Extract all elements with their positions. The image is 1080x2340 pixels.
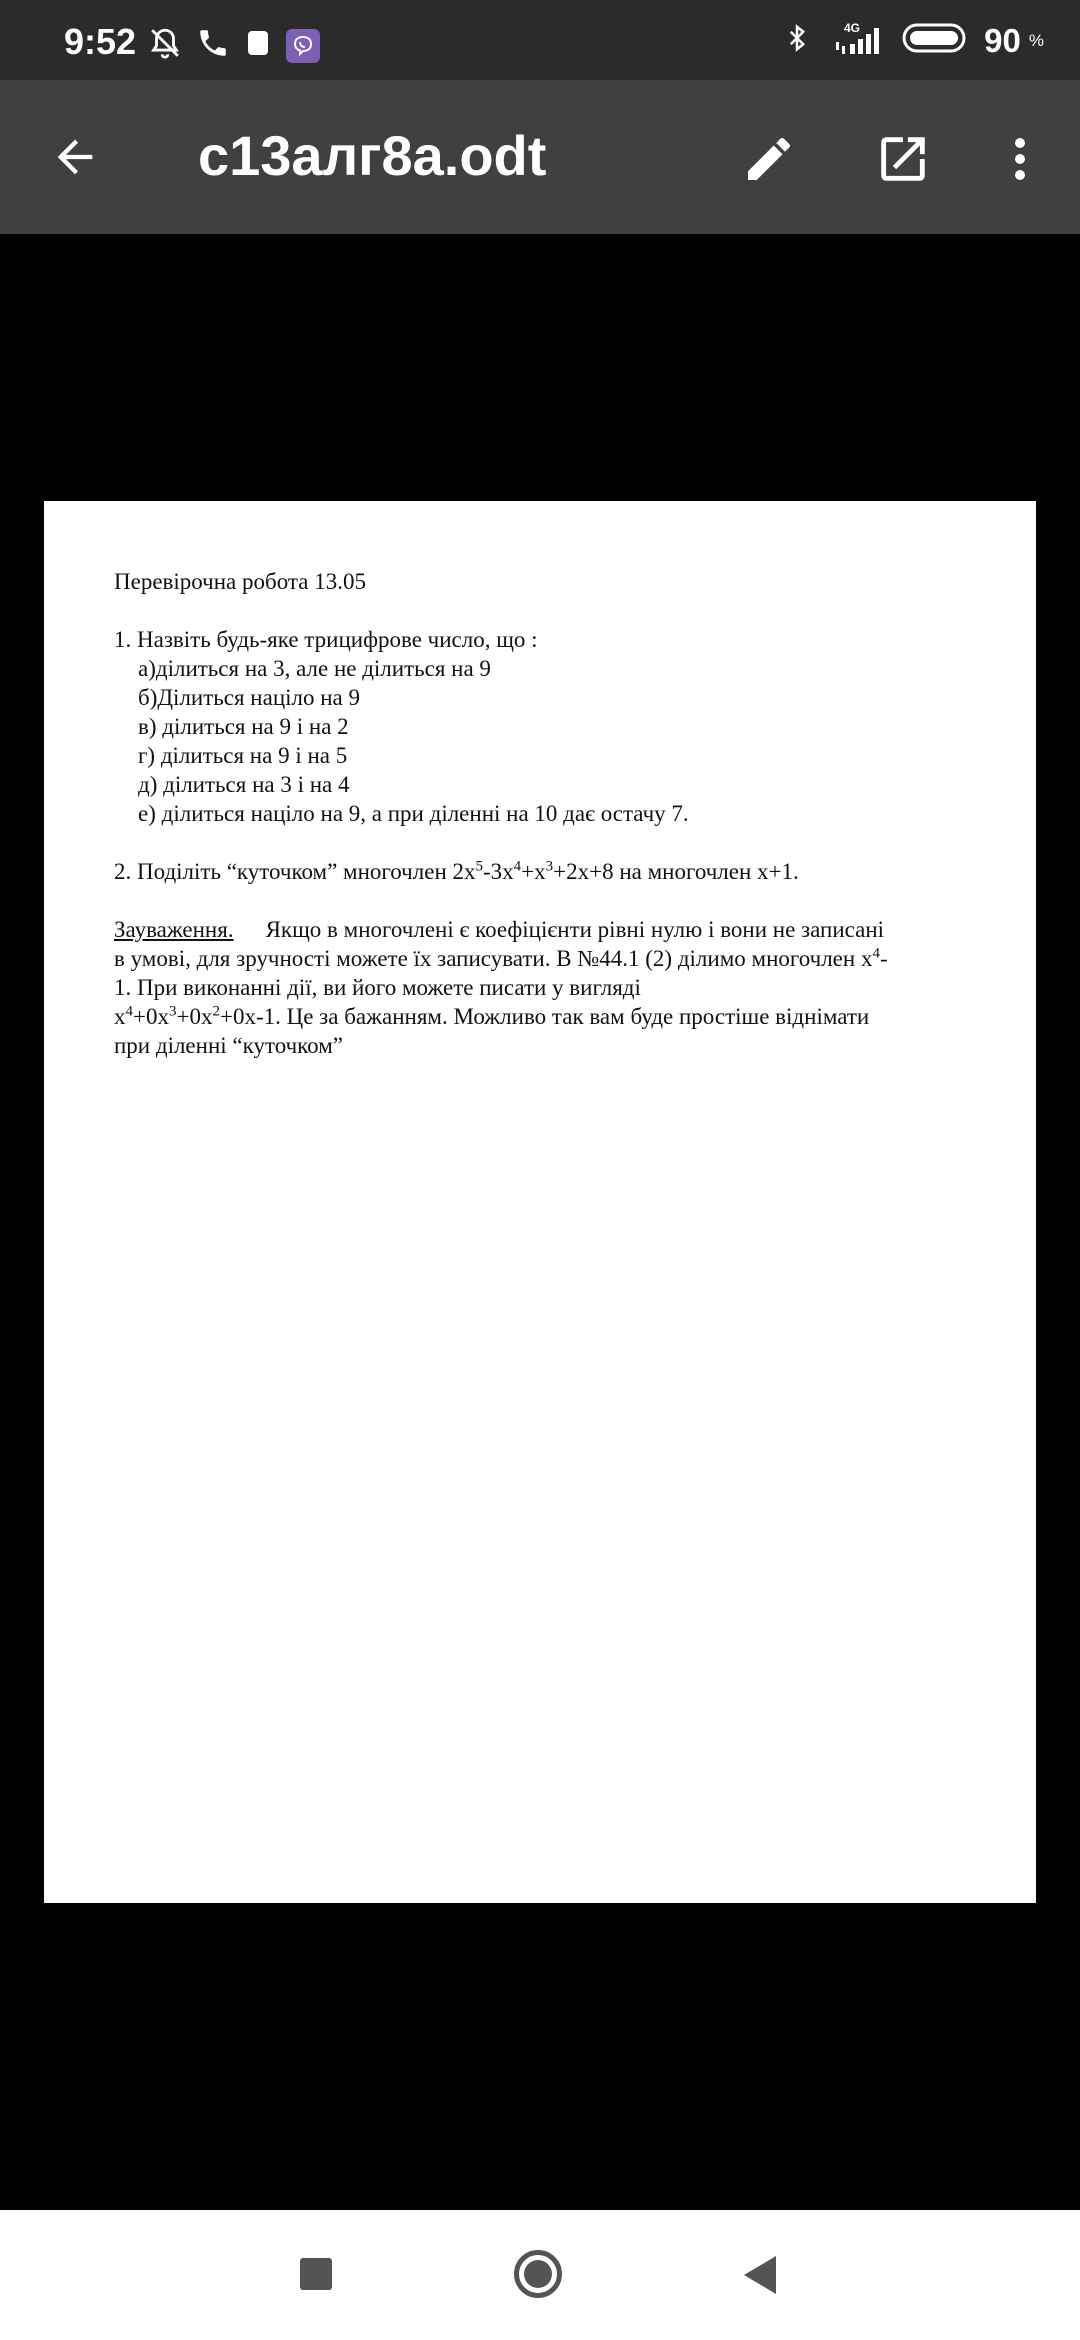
home-circle-icon — [524, 2260, 552, 2288]
question-1-item: д) ділиться на 3 і на 4 — [138, 772, 350, 797]
pencil-icon — [741, 131, 797, 187]
phone-icon — [196, 26, 230, 65]
status-bar — [0, 0, 1080, 80]
document-page[interactable] — [44, 501, 1036, 1903]
signal-icon — [826, 20, 888, 61]
document-viewer[interactable] — [0, 234, 1080, 2210]
app-toolbar — [0, 80, 1080, 234]
battery-icon — [902, 22, 970, 59]
open-in-new-icon — [874, 130, 932, 188]
page-content — [114, 567, 974, 1060]
status-system-icons — [782, 20, 1044, 61]
more-options-button[interactable] — [1000, 128, 1040, 190]
note-label: Зауваження. — [114, 917, 234, 942]
status-time: 9:52 — [64, 21, 137, 62]
recents-button[interactable] — [300, 2258, 332, 2290]
square-notification-icon — [244, 28, 272, 63]
home-button[interactable] — [514, 2250, 562, 2298]
document-title: c13алг8a.odt — [198, 124, 547, 187]
bluetooth-icon — [782, 20, 812, 61]
note-line-2: в умові, для зручності можете їх записувати. В №44.1 (2) ділимо многочлен $x^4-$ — [114, 945, 888, 971]
question-2: 2. Поділіть “куточком” многочлен $2x^5-3x^4+x^3+2x+8$ на многочлен x+1. — [114, 858, 799, 884]
note-line-3: 1. При виконанні дії, ви його можете писати у вигляді — [114, 975, 641, 1000]
status-notification-icons — [148, 26, 320, 65]
note-line-4: $x^4+0x^3+0x^2+0x-1$. Це за бажанням. Можливо так вам буде простіше віднімати — [114, 1003, 870, 1029]
edit-button[interactable] — [738, 128, 800, 190]
network-type-label: 4G — [844, 21, 861, 35]
nav-back-button[interactable] — [744, 2256, 776, 2294]
navigation-bar — [0, 2210, 1080, 2340]
viber-icon — [286, 29, 320, 63]
question-1-heading: 1. Назвіть будь-яке трицифрове число, що : — [114, 627, 538, 652]
arrow-back-icon — [49, 131, 101, 183]
question-1-item: а)ділиться на 3, але не ділиться на 9 — [138, 656, 491, 681]
question-1-item: в) ділиться на 9 і на 2 — [138, 714, 349, 739]
bell-off-icon — [148, 26, 182, 65]
more-vert-icon — [1012, 135, 1028, 183]
work-title: Перевірочна робота 13.05 — [114, 569, 366, 594]
question-1-item: е) ділиться націло на 9, а при діленні на 10 дає остачу 7. — [138, 801, 689, 826]
back-button[interactable] — [42, 124, 108, 190]
note-line-1: Зауваження. Якщо в многочлені є коефіцієнти рівні нулю і вони не записані — [114, 917, 885, 942]
battery-level: 90 — [984, 22, 1021, 59]
note-line-5: при діленні “куточком” — [114, 1033, 344, 1058]
question-1-item: г) ділиться на 9 і на 5 — [138, 743, 348, 768]
open-in-app-button[interactable] — [872, 128, 934, 190]
battery-unit: % — [1028, 30, 1044, 50]
question-1-item: б)Ділиться націло на 9 — [138, 685, 361, 710]
